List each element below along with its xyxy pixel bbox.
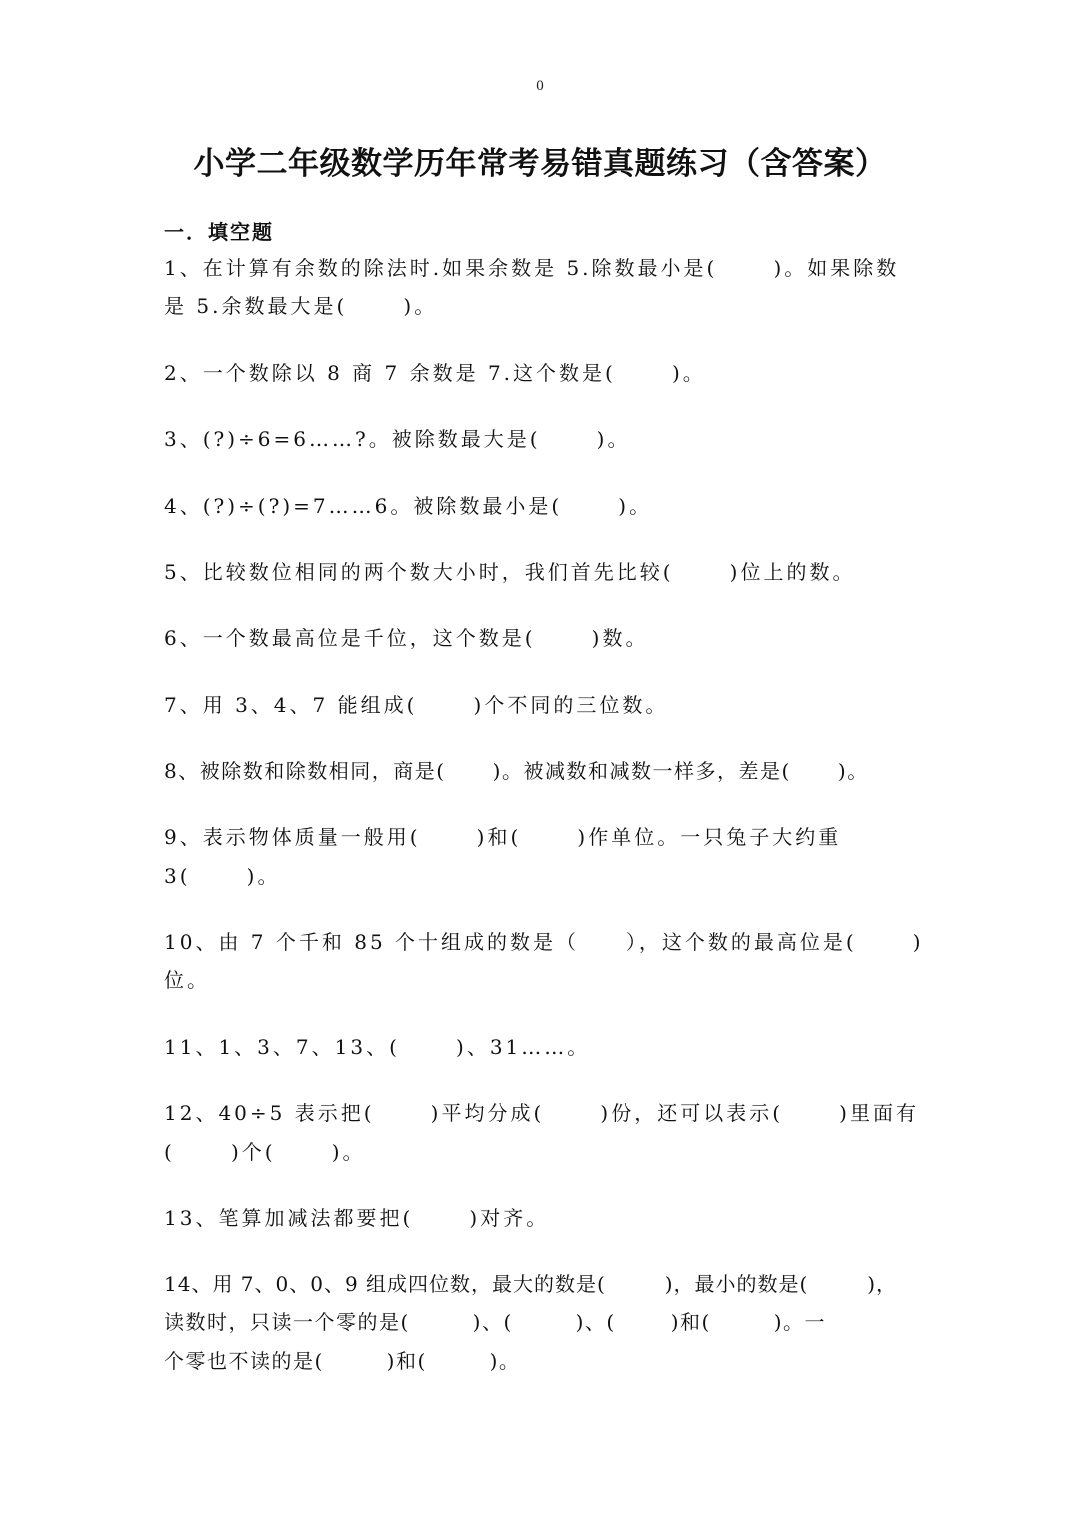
question-1-line-2: 是 5.余数最大是( )。	[164, 294, 438, 318]
question-9-line-2: 3( )。	[164, 864, 281, 888]
question-12-line-2: ( )个( )。	[164, 1140, 366, 1164]
question-8-line-1: 8、被除数和除数相同，商是( )。被减数和减数一样多，差是( )。	[164, 759, 869, 783]
question-11-line-1: 11、1、3、7、13、( )、31……。	[164, 1035, 591, 1059]
question-7-line-1: 7、用 3、4、7 能组成( )个不同的三位数。	[164, 693, 669, 717]
question-4-line-1: 4、(?)÷(?)=7……6。被除数最小是( )。	[164, 494, 653, 518]
question-6-line-1: 6、一个数最高位是千位，这个数是( )数。	[164, 626, 649, 650]
question-5-line-1: 5、比较数位相同的两个数大小时，我们首先比较( )位上的数。	[164, 560, 856, 584]
question-1-line-1: 1、在计算有余数的除法时.如果余数是 5.除数最小是( )。如果除数	[164, 256, 900, 280]
question-10-line-1: 10、由 7 个千和 85 个十组成的数是（ ），这个数的最高位是( )	[164, 930, 924, 954]
question-14-line-3: 个零也不读的是( )和( )。	[164, 1349, 521, 1373]
page-title: 小学二年级数学历年常考易错真题练习（含答案）	[193, 146, 887, 182]
question-3-line-1: 3、(?)÷6=6……?。被除数最大是( )。	[164, 427, 631, 451]
section-heading-fill-in-blank: 一．填空题	[164, 220, 274, 244]
question-12-line-1: 12、40÷5 表示把( )平均分成( )份，还可以表示( )里面有	[164, 1101, 919, 1125]
question-14-line-1: 14、用 7、0、0、9 组成四位数，最大的数是( )，最小的数是( )，	[164, 1272, 897, 1296]
question-13-line-1: 13、笔算加减法都要把( )对齐。	[164, 1206, 550, 1230]
question-2-line-1: 2、一个数除以 8 商 7 余数是 7.这个数是( )。	[164, 361, 706, 385]
question-9-line-1: 9、表示物体质量一般用( )和( )作单位。一只兔子大约重	[164, 825, 842, 849]
question-14-line-2: 读数时，只读一个零的是( )、( )、( )和( )。一	[164, 1310, 827, 1334]
question-10-line-2: 位。	[164, 968, 210, 992]
page-number: 0	[536, 78, 544, 94]
